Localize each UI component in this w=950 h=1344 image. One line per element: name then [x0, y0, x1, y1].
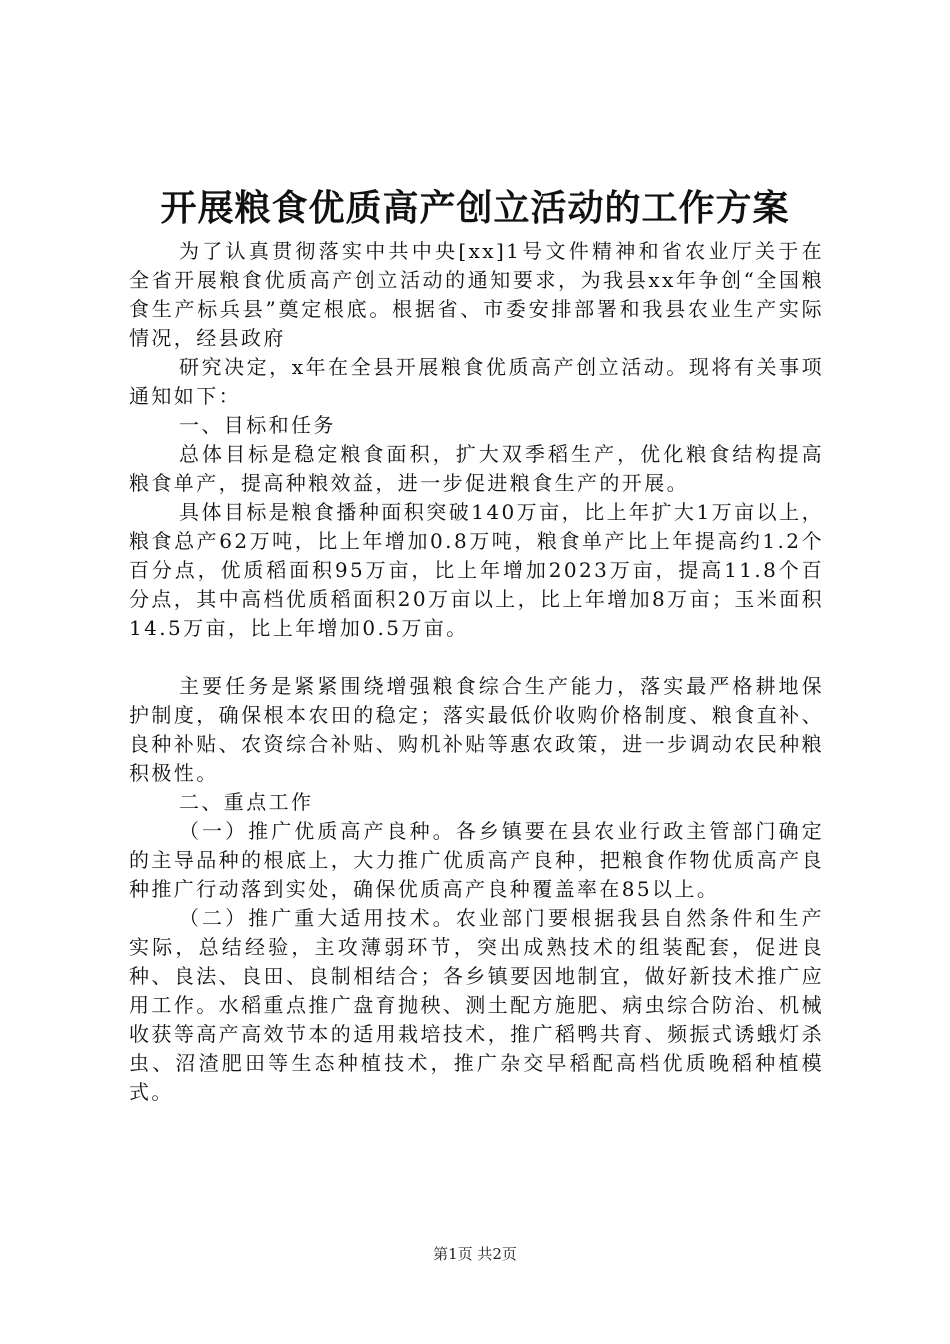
paragraph-intro: 为了认真贯彻落实中共中央[xx]1号文件精神和省农业厅关于在全省开展粮食优质高产创立活动的通知要求，为我县xx年争创“全国粮食生产标兵县”奠定根底。根据省、市委安排部署和我县农业生产实际情况，经县政府 — [129, 239, 824, 350]
document-title: 开展粮食优质高产创立活动的工作方案 — [160, 188, 790, 229]
document-body — [129, 237, 824, 1107]
paragraph-specific-goal: 具体目标是粮食播种面积突破140万亩，比上年扩大1万亩以上，粮食总产62万吨，比上年增加0.8万吨，粮食单产比上年提高约1.2个百分点，优质稻面积95万亩，比上年增加2023万亩，提高11.8个百分点，其中高档优质稻面积20万亩以上，比上年增加8万亩；玉米面积14.5万亩，比上年增加0.5万亩。 — [129, 500, 824, 640]
paragraph-overall-goal: 总体目标是稳定粮食面积，扩大双季稻生产，优化粮食结构提高粮食单产，提高种粮效益，进一步促进粮食生产的开展。 — [129, 442, 824, 495]
paragraph-main-tasks: 主要任务是紧紧围绕增强粮食综合生产能力，落实最严格耕地保护制度，确保根本农田的稳定；落实最低价收购价格制度、粮食直补、良种补贴、农资综合补贴、购机补贴等惠农政策，进一步调动农民种粮积极性。 — [129, 674, 824, 785]
section-heading-goals: 一、目标和任务 — [179, 413, 336, 437]
section-heading-key-work: 二、重点工作 — [179, 790, 314, 814]
paragraph-applied-technology: （二）推广重大适用技术。农业部门要根据我县自然条件和生产实际，总结经验，主攻薄弱环节，突出成熟技术的组装配套，促进良种、良法、良田、良制相结合；各乡镇要因地制宜，做好新技术推广应用工作。水稻重点推广盘育抛秧、测土配方施肥、病虫综合防治、机械收获等高产高效节本的适用栽培技术，推广稻鸭共育、频振式诱蛾灯杀虫、沼渣肥田等生态种植技术，推广杂交早稻配高档优质晚稻种植模式。 — [129, 906, 824, 1104]
paragraph-decision: 研究决定，x年在全县开展粮食优质高产创立活动。现将有关事项通知如下： — [129, 355, 824, 408]
page-number-footer: 第1页 共2页 — [433, 1245, 517, 1263]
paragraph-improved-varieties: （一）推广优质高产良种。各乡镇要在县农业行政主管部门确定的主导品种的根底上，大力推广优质高产良种，把粮食作物优质高产良种推广行动落到实处，确保优质高产良种覆盖率在85以上。 — [129, 819, 824, 901]
